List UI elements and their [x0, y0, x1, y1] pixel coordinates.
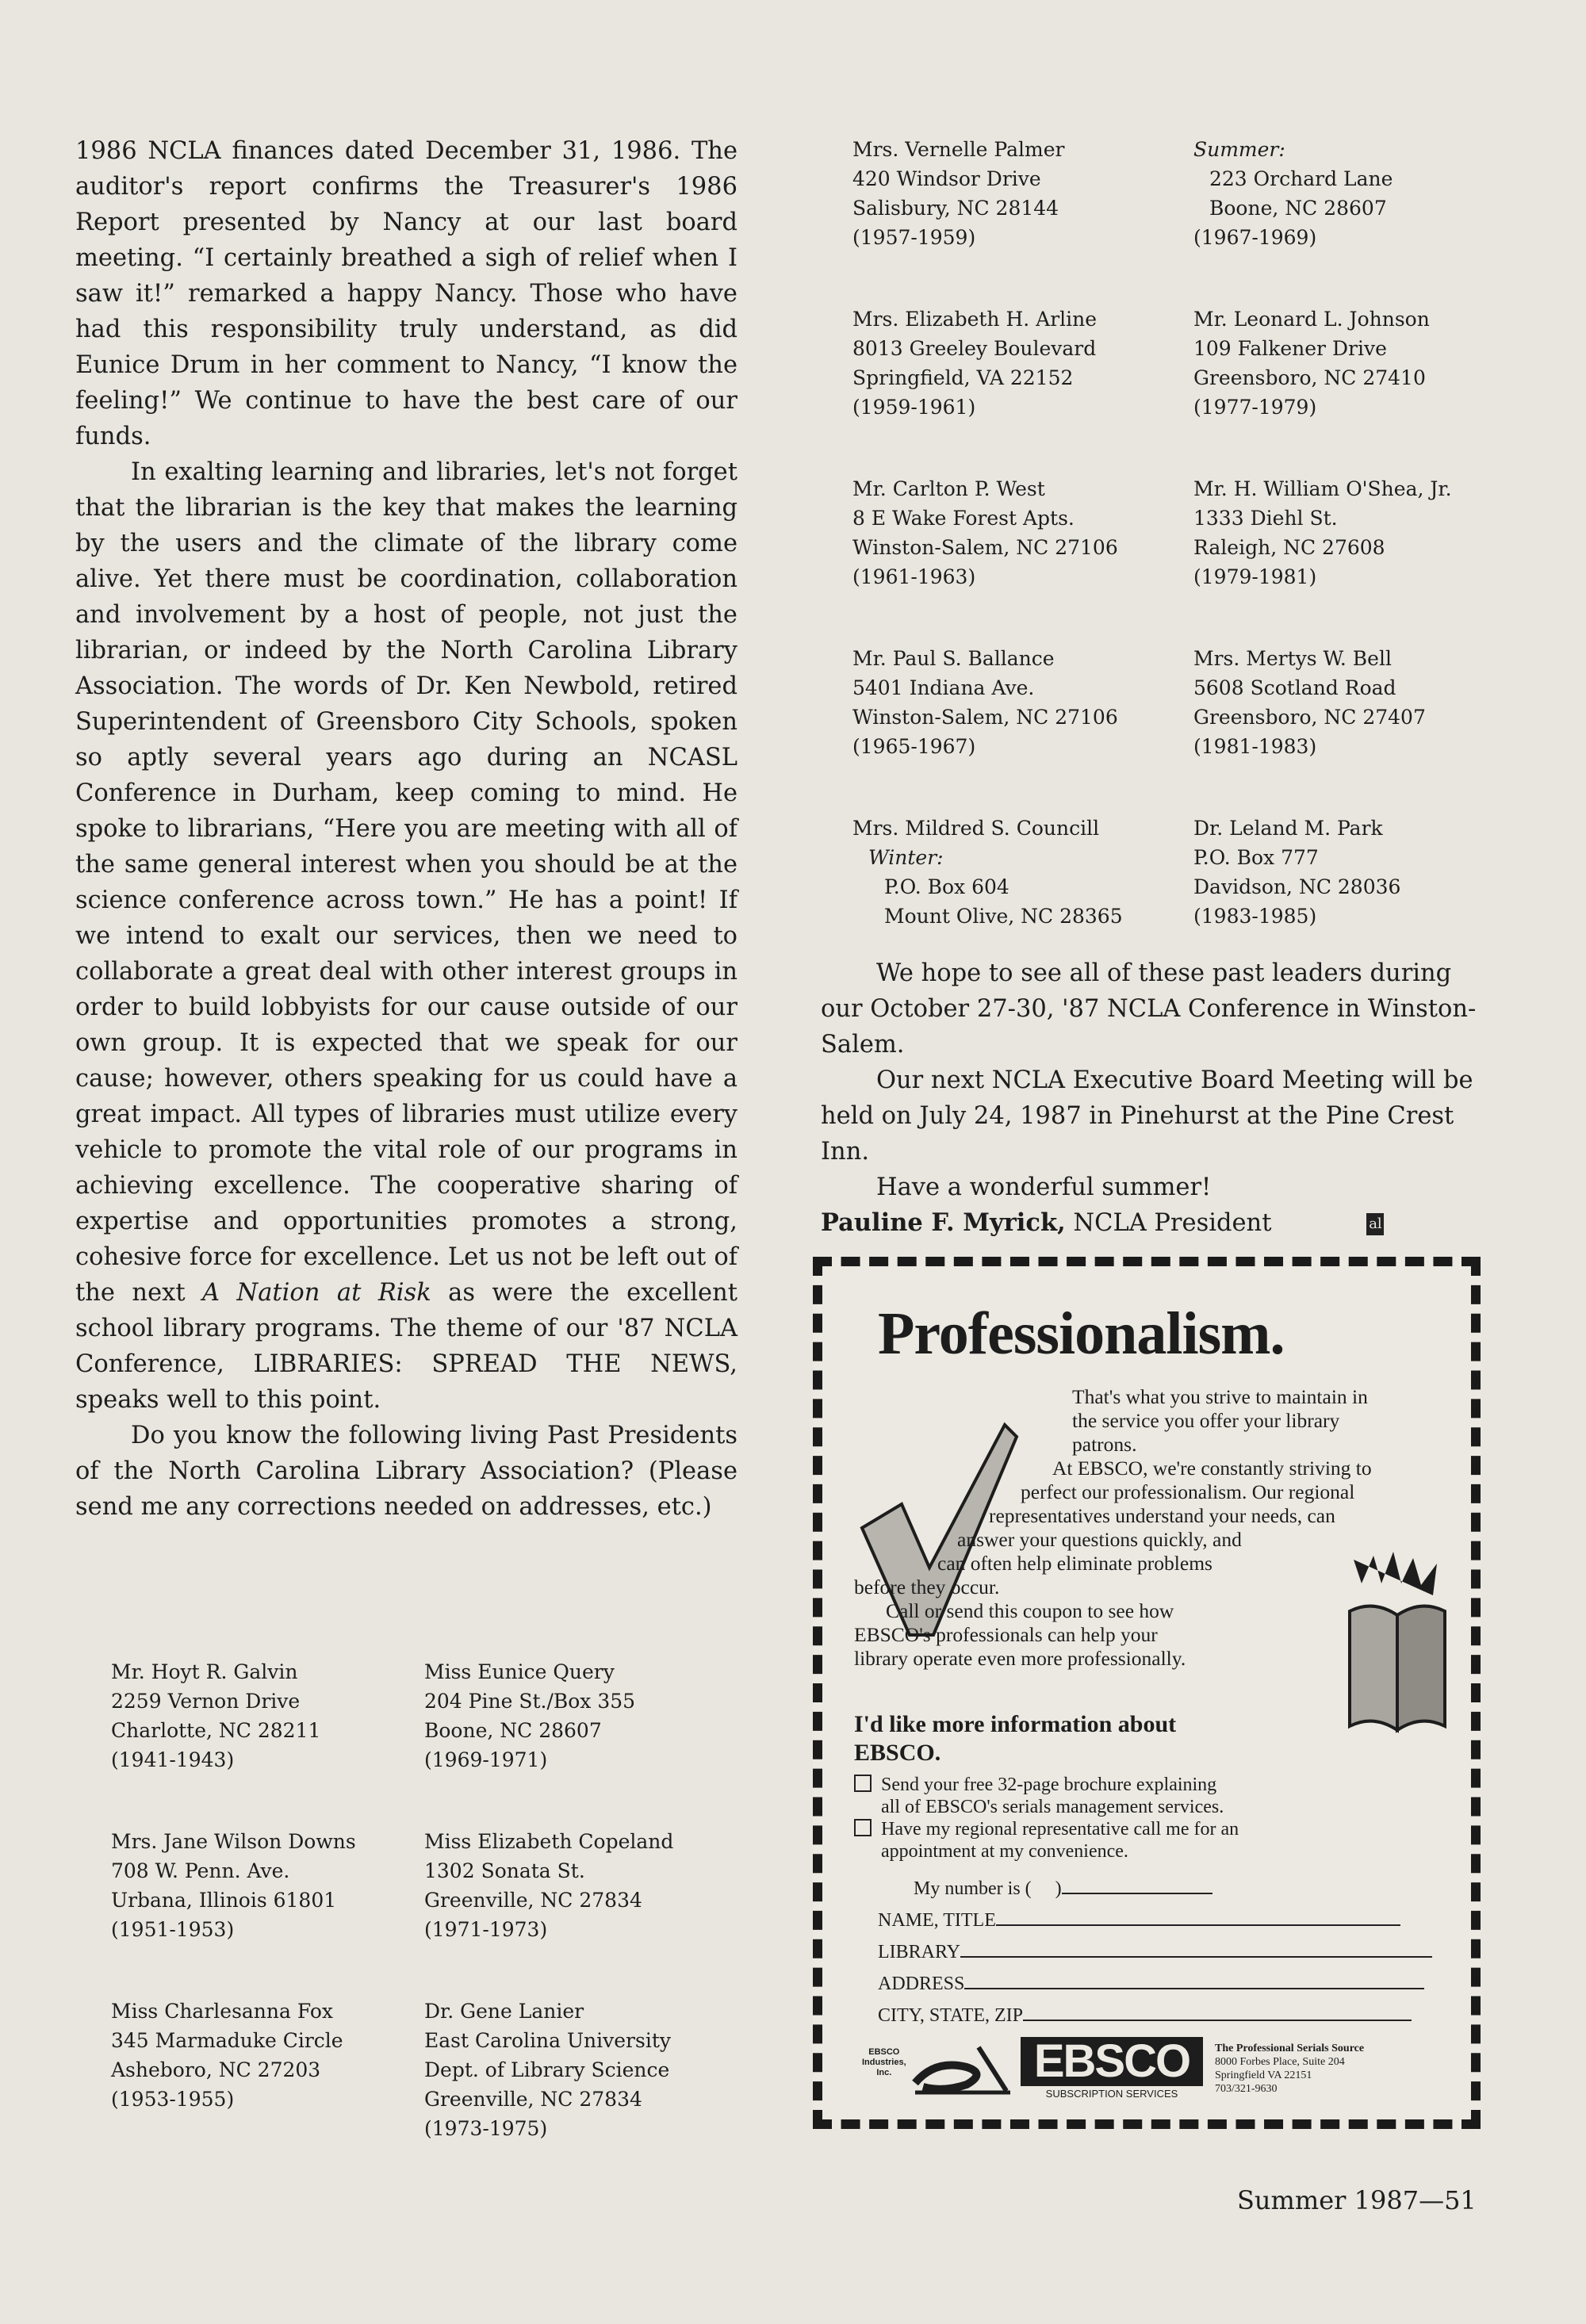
small-logo-line: Inc. — [876, 2068, 892, 2077]
president-address: 223 Orchard Lane — [1209, 167, 1393, 190]
ad-line: EBSCO's professionals can help your — [854, 1623, 1158, 1646]
article-paragraph: Our next NCLA Executive Board Meeting will be held on July 24, 1987 in Pinehurst at the Pine Crest Inn. — [821, 1066, 1473, 1166]
field-rule — [1062, 1878, 1212, 1894]
past-president-entry — [852, 814, 1170, 931]
president-address: P.O. Box 777 — [1193, 846, 1319, 869]
president-address: 8013 Greeley Boulevard — [852, 337, 1097, 360]
president-years: (1971-1973) — [424, 1918, 548, 1941]
past-president-entry — [111, 1997, 400, 2143]
address-line: The Professional Serials Source — [1215, 2043, 1365, 2054]
page-folio: Summer 1987—51 — [1237, 2185, 1477, 2215]
president-address: 204 Pine St./Box 355 — [424, 1690, 636, 1713]
president-years: (1967-1969) — [1193, 226, 1317, 249]
ad-line: before they occur. — [854, 1575, 1000, 1598]
past-presidents-list-right — [852, 135, 1511, 931]
small-logo-line: EBSCO — [868, 2047, 900, 2057]
article-paragraph — [75, 454, 737, 1418]
president-name: Mrs. Elizabeth H. Arline — [852, 308, 1098, 331]
address-line: Springfield VA 22151 — [1215, 2069, 1312, 2081]
president-city: Winston-Salem, NC 27106 — [852, 706, 1118, 729]
president-city: Boone, NC 28607 — [1209, 197, 1387, 220]
ad-line: the service you offer your library — [1072, 1409, 1340, 1432]
president-years: (1973-1975) — [424, 2117, 548, 2140]
field-rule — [960, 1942, 1432, 1958]
president-address: P.O. Box 604 — [884, 875, 1009, 898]
president-address: 109 Falkener Drive — [1193, 337, 1387, 360]
president-address: East Carolina University — [424, 2029, 671, 2052]
ebsco-industries-label — [862, 2047, 906, 2078]
ad-line: Call or send this coupon to see how — [886, 1599, 1174, 1622]
ad-line: At EBSCO, we're constantly striving to — [1052, 1457, 1372, 1480]
president-city: Springfield, VA 22152 — [852, 366, 1074, 389]
past-president-entry — [852, 474, 1170, 592]
president-address: Dept. of Library Science — [424, 2058, 670, 2081]
field-label: My number is ( — [914, 1878, 1032, 1899]
past-president-entry — [424, 1657, 714, 1775]
paragraph-text: as were the excellent school library programs. The theme of our '87 NCLA Conference, LIBRARIES: SPREAD THE NEWS, speaks well to this point. — [75, 1279, 737, 1414]
signature-title: NCLA President — [1065, 1209, 1272, 1237]
president-city: Urbana, Illinois 61801 — [111, 1889, 337, 1912]
president-city: Greenville, NC 27834 — [424, 1889, 642, 1912]
ad-line: library operate even more professionally. — [854, 1647, 1186, 1670]
past-president-entry — [852, 135, 1170, 252]
president-name: Mr. Hoyt R. Galvin — [111, 1660, 298, 1683]
past-president-entry — [1193, 135, 1511, 252]
article-paragraph: Have a wonderful summer! — [876, 1173, 1212, 1201]
president-city: Charlotte, NC 28211 — [111, 1719, 321, 1742]
president-years: (1983-1985) — [1193, 905, 1317, 928]
past-presidents-list-left — [111, 1657, 714, 2143]
field-rule — [996, 1910, 1400, 1926]
field-rule — [1023, 2005, 1412, 2021]
ebsco-logo: EBSCO — [1021, 2037, 1203, 2086]
option-label: Have my regional representative call me for an — [881, 1819, 1239, 1840]
president-name: Mr. Paul S. Ballance — [852, 647, 1055, 670]
ad-line: representatives understand your needs, can — [989, 1504, 1335, 1527]
president-name: Mrs. Vernelle Palmer — [852, 138, 1065, 161]
president-years: (1957-1959) — [852, 226, 976, 249]
president-years: (1951-1953) — [111, 1918, 235, 1941]
past-president-entry — [1193, 644, 1511, 761]
ad-headline: Professionalism. — [878, 1300, 1285, 1367]
paragraph-text: In exalting learning and libraries, let's not forget that the librarian is the key that makes the learning by the users and the climate of the library come alive. Yet there must be coordination, collaboration and involvement by a host of people, not just the librarian, or indeed by the North Carolina Library Association. The words of Dr. Ken Newbold, retired Superintendent of Greensboro City Schools, spoken so aptly several years ago during an NCASL Conference in Durham, keep coming to mind. He spoke to librarians, “Here you are meeting with all of the same general interest when you should be at the science conference across town.” He has a point! If we intend to exalt our services, then we need to collaborate a great deal with other interest groups in order to build lobbyists for our cause outside of our own group. It is expected that we speak for our cause; however, others speaking for us could have a great impact. All types of libraries must utilize every vehicle to promote the vital role of our programs in achieving excellence. The cooperative sharing of expertise and opportunities promotes a strong, cohesive force for excellence. Let us not be left out of the next — [75, 458, 737, 1307]
field-label: CITY, STATE, ZIP — [878, 2005, 1023, 2026]
president-address: 345 Marmaduke Circle — [111, 2029, 343, 2052]
field-label: ADDRESS — [878, 1974, 965, 1994]
coupon-form — [878, 1873, 1432, 2031]
president-city: Greenville, NC 27834 — [424, 2088, 642, 2111]
president-address: 5608 Scotland Road — [1193, 676, 1396, 699]
past-president-entry — [424, 1827, 714, 1944]
president-name: Mrs. Mertys W. Bell — [1193, 647, 1392, 670]
president-name: Dr. Gene Lanier — [424, 2000, 584, 2023]
president-name: Mr. Carlton P. West — [852, 477, 1045, 500]
ad-line: patrons. — [1072, 1433, 1137, 1456]
field-label: NAME, TITLE — [878, 1910, 996, 1931]
past-president-entry — [1193, 814, 1511, 931]
city-state-zip-field[interactable] — [878, 2000, 1432, 2031]
ad-line: can often help eliminate problems — [937, 1552, 1212, 1575]
option-label-cont: all of EBSCO's serials management services. — [881, 1797, 1224, 1817]
signature-name: Pauline F. Myrick, — [821, 1208, 1066, 1237]
article-right-column — [821, 955, 1488, 1241]
president-years: (1965-1967) — [852, 735, 976, 758]
past-president-entry — [1193, 474, 1511, 592]
past-president-entry — [111, 1657, 400, 1775]
president-city: Davidson, NC 28036 — [1193, 875, 1401, 898]
past-president-entry — [852, 304, 1170, 422]
address-line: 703/321-9630 — [1215, 2083, 1278, 2095]
ebsco-logo-subtitle: SUBSCRIPTION SERVICES — [1045, 2088, 1178, 2100]
brochure-option[interactable] — [854, 1774, 1239, 1796]
book-title: A Nation at Risk — [202, 1279, 431, 1307]
checkbox[interactable] — [854, 1819, 872, 1836]
president-name: Dr. Leland M. Park — [1193, 817, 1383, 840]
option-label: Send your free 32-page brochure explaining — [881, 1775, 1217, 1795]
ebsco-advertisement — [813, 1257, 1481, 2129]
president-name: Miss Elizabeth Copeland — [424, 1830, 674, 1853]
library-field[interactable] — [878, 1936, 1432, 1968]
address-field[interactable] — [878, 1968, 1432, 2000]
president-address: 1333 Diehl St. — [1193, 507, 1338, 530]
name-title-field[interactable] — [878, 1905, 1432, 1936]
ebsco-footer — [838, 2035, 1473, 2115]
president-name: Mr. Leonard L. Johnson — [1193, 308, 1430, 331]
president-city: Greensboro, NC 27407 — [1193, 706, 1426, 729]
option-label-cont: appointment at my convenience. — [881, 1841, 1128, 1862]
article-paragraph: We hope to see all of these past leaders during our October 27-30, '87 NCLA Conference in Winston-Salem. — [821, 959, 1477, 1059]
past-president-entry — [1193, 304, 1511, 422]
field-label: ) — [1055, 1878, 1062, 1899]
president-address: 708 W. Penn. Ave. — [111, 1859, 290, 1882]
president-city: Raleigh, NC 27608 — [1193, 536, 1385, 559]
field-rule — [964, 1974, 1424, 1989]
president-name: Mrs. Mildred S. Councill — [852, 817, 1100, 840]
president-address: 420 Windsor Drive — [852, 167, 1041, 190]
president-years: (1969-1971) — [424, 1748, 548, 1771]
president-years: (1941-1943) — [111, 1748, 235, 1771]
president-years: (1961-1963) — [852, 565, 976, 588]
article-paragraph: Do you know the following living Past Presidents of the North Carolina Library Association? (Please send me any corrections needed on addresses, etc.) — [75, 1422, 737, 1521]
checkbox[interactable] — [854, 1775, 872, 1792]
ebsco-swoosh-icon — [911, 2043, 1014, 2099]
president-city: Salisbury, NC 28144 — [852, 197, 1059, 220]
coupon-options — [854, 1774, 1239, 1863]
season-label: Summer: — [1193, 138, 1285, 161]
president-name: Mr. H. William O'Shea, Jr. — [1193, 477, 1452, 500]
ad-subheading — [854, 1710, 1176, 1767]
president-address: 5401 Indiana Ave. — [852, 676, 1035, 699]
president-name: Mrs. Jane Wilson Downs — [111, 1830, 356, 1853]
ad-line: perfect our professionalism. Our regional — [1021, 1480, 1355, 1503]
president-address: 8 E Wake Forest Apts. — [852, 507, 1075, 530]
president-address: 2259 Vernon Drive — [111, 1690, 301, 1713]
article-paragraph: 1986 NCLA finances dated December 31, 1986. The auditor's report confirms the Treasurer's 1986 Report presented by Nancy at our last board meeting. “I certainly breathed a sigh of relief when I saw it!” remarked a happy Nancy. Those who have had this responsibility truly understand, as did Eunice Drum in her comment to Nancy, “I know the feeling!” We continue to have the best care of our funds. — [75, 137, 737, 450]
ad-subheading-line: I'd like more information about — [854, 1711, 1177, 1737]
small-logo-line: Industries, — [862, 2058, 906, 2067]
president-years: (1977-1979) — [1193, 396, 1317, 419]
president-city: Winston-Salem, NC 27106 — [852, 536, 1118, 559]
president-city: Greensboro, NC 27410 — [1193, 366, 1426, 389]
address-line: 8000 Forbes Place, Suite 204 — [1215, 2056, 1345, 2068]
president-city: Boone, NC 28607 — [424, 1719, 602, 1742]
president-years: (1981-1983) — [1193, 735, 1317, 758]
president-years: (1959-1961) — [852, 396, 976, 419]
president-years: (1953-1955) — [111, 2088, 235, 2111]
article-left-column — [75, 133, 737, 1525]
representative-option[interactable] — [854, 1818, 1239, 1840]
ad-line: answer your questions quickly, and — [957, 1528, 1242, 1551]
past-president-entry — [852, 644, 1170, 761]
ad-subheading-line: EBSCO. — [854, 1740, 941, 1766]
president-name: Miss Charlesanna Fox — [111, 2000, 333, 2023]
season-label: Winter: — [868, 846, 944, 869]
ad-line: That's what you strive to maintain in — [1072, 1385, 1368, 1408]
past-president-entry — [424, 1997, 714, 2143]
open-book-icon — [1346, 1552, 1449, 1734]
president-address: 1302 Sonata St. — [424, 1859, 585, 1882]
signature — [821, 1205, 1488, 1241]
president-name: Miss Eunice Query — [424, 1660, 615, 1683]
past-president-entry — [111, 1827, 400, 1944]
field-label: LIBRARY — [878, 1942, 961, 1962]
end-mark: al — [1366, 1213, 1384, 1235]
president-years: (1979-1981) — [1193, 565, 1317, 588]
president-city: Mount Olive, NC 28365 — [884, 905, 1123, 928]
ebsco-address — [1215, 2042, 1364, 2096]
phone-field[interactable] — [878, 1873, 1432, 1905]
president-city: Asheboro, NC 27203 — [111, 2058, 321, 2081]
